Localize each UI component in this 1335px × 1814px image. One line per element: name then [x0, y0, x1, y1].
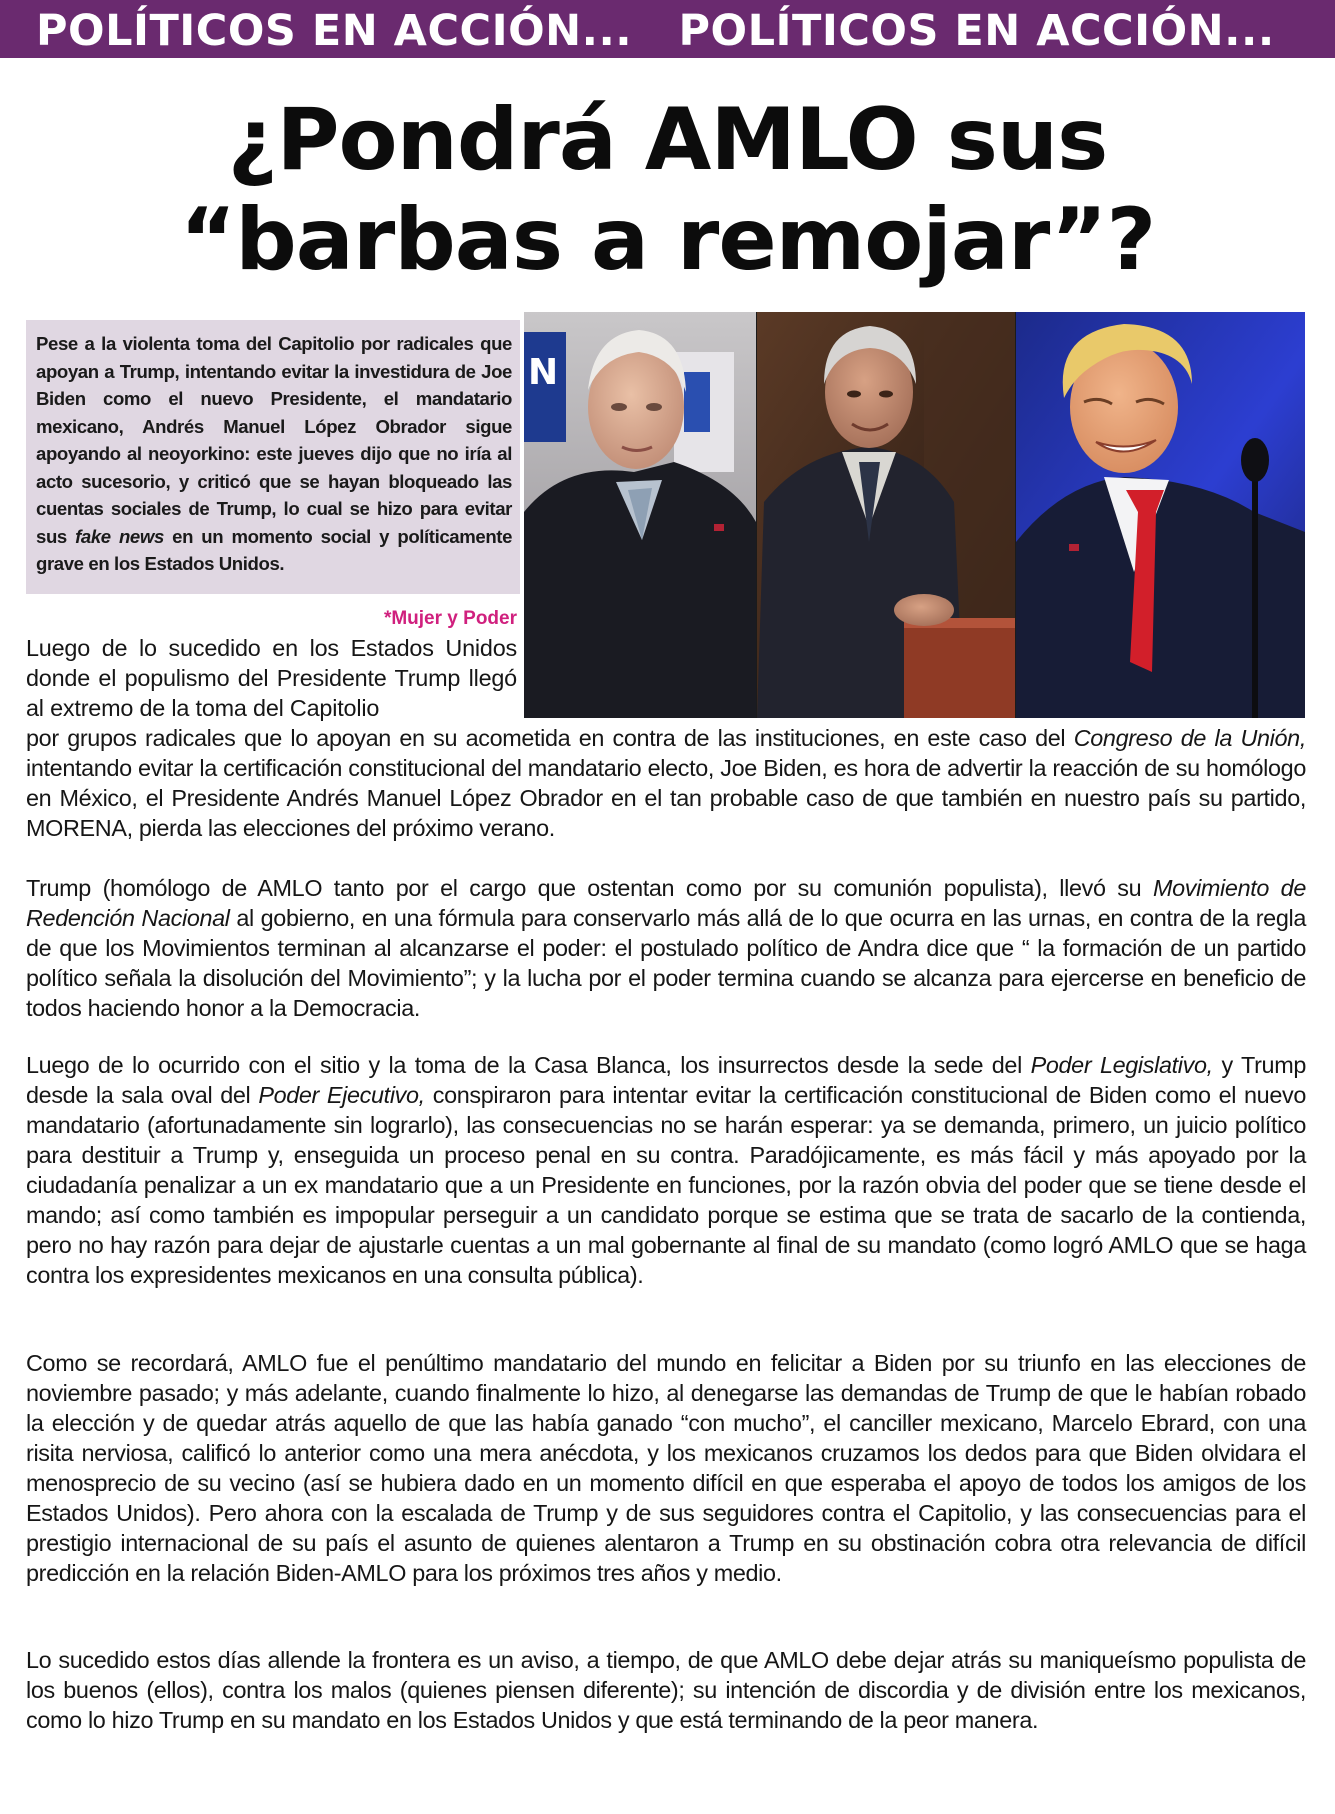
author-byline: *Mujer y Poder [383, 608, 517, 629]
paragraph-2-part-a: Trump (homólogo de AMLO tanto por el cargo que ostentan como por su comunión populista), llevó su [26, 875, 1153, 901]
paragraph-2-italic: Movimiento de Redención Nacional [26, 875, 1306, 931]
lead-text-part-1: Pese a la violenta toma del Capitolio por radicales que apoyan a Trump, intentando evitar la investidura de Joe Biden como el nuevo Presidente, el mandatario mexicano, Andrés Manuel López Obrador sigue apoyando al neoyorkino: este jueves dijo que no iría al acto sucesorio, y criticó que se hayan bloqueado las cuentas sociales de Trump, lo cual se hizo para evitar sus [36, 333, 512, 547]
lead-text-part-2: en un momento social y políticamente grave en los Estados Unidos. [36, 525, 513, 574]
paragraph-3-part-a: Luego de lo ocurrido con el sitio y la toma de la Casa Blanca, los insurrectos desde la sede del [26, 1052, 1031, 1078]
photo-biden-amlo-trump [524, 312, 1305, 718]
lead-summary-box [26, 320, 520, 594]
paragraph-1-part-a: por grupos radicales que lo apoyan en su acometida en contra de las instituciones, en este caso del [26, 725, 1074, 751]
paragraph-3-italic-2: Poder Ejecutivo, [258, 1082, 425, 1108]
paragraph-1-intro-text: Luego de lo sucedido en los Estados Unidos donde el populismo del Presidente Trump llegó al extremo de la toma del Capitolio [26, 635, 517, 721]
article-paragraph-1 [26, 723, 1306, 843]
paragraph-5-text: Lo sucedido estos días allende la frontera es un aviso, a tiempo, de que AMLO debe dejar atrás su maniqueísmo populista de los buenos (ellos), contra los malos (quienes piensen diferente); su intención de discordia y de división entre los mexicanos, como lo hizo Trump en su mandato en los Estados Unidos y que está terminando de la peor manera. [26, 1647, 1306, 1733]
banner-text: POLÍTICOS EN ACCIÓN... POLÍTICOS EN ACCIÓN... [36, 6, 1275, 56]
paragraph-1-text [26, 723, 1306, 843]
paragraph-3-part-b: y Trump desde la sala oval del [26, 1052, 1307, 1108]
lead-summary-text [36, 330, 512, 578]
article-paragraph-4 [26, 1348, 1306, 1588]
paragraph-1-italic: Congreso de la Unión, [1073, 725, 1306, 751]
headline-line-2: “barbas a remojar”? [179, 190, 1156, 290]
trump-portrait [1016, 312, 1305, 718]
paragraph-2-text [26, 873, 1306, 1023]
section-banner [0, 0, 1335, 58]
biden-portrait [524, 312, 756, 718]
paragraph-3-italic-1: Poder Legislativo, [1030, 1052, 1213, 1078]
paragraph-3-text [26, 1050, 1306, 1290]
article-paragraph-1-intro [26, 633, 517, 723]
article-paragraph-2 [26, 873, 1306, 1023]
article-paragraph-5 [26, 1645, 1306, 1735]
article-paragraph-3 [26, 1050, 1306, 1290]
lead-text-italic: fake news [75, 525, 164, 547]
paragraph-4-text: Como se recordará, AMLO fue el penúltimo mandatario del mundo en felicitar a Biden por su triunfo en las elecciones de noviembre pasado; y más adelante, cuando finalmente lo hizo, al denegarse las demandas de Trump de que le habían robado la elección y de quedar atrás aquello de que las había ganado “con mucho”, el canciller mexicano, Marcelo Ebrard, con una risita nerviosa, calificó lo anterior como una mera anécdota, y los mexicanos cruzamos los dedos para que Biden olvidara el menosprecio de su vecino (así se hubiera dado en un momento difícil en que esperaba el apoyo de todos los amigos de los Estados Unidos). Pero ahora con la escalada de Trump y de sus seguidores contra el Capitolio, y las consecuencias para el prestigio internacional de su país el asunto de quienes alentaron a Trump en su obstinación cobra otra relevancia de difícil predicción en la relación Biden-AMLO para los próximos tres años y medio. [26, 1350, 1306, 1586]
paragraph-3-part-c: conspiraron para intentar evitar la certificación constitucional de Biden como el nuevo mandatario (afortunadamente sin lograrlo), las consecuencias no se harán esperar: ya se demanda, primero, un juicio político para destituir a Trump y, enseguida un proceso penal en su contra. Paradójicamente, es más fácil y más apoyado por la ciudadanía penalizar a un ex mandatario que a un Presidente en funciones, por la razón obvia del poder que se tiene desde el mando; así como también es impopular perseguir a un candidato porque se estima que se trata de sacarlo de la contienda, pero no hay razón para dejar de ajustarle cuentas a un mal gobernante al final de su mandato (como logró AMLO que se haga contra los expresidentes mexicanos en una consulta pública). [26, 1082, 1306, 1288]
amlo-portrait [757, 312, 1015, 718]
headline [0, 90, 1335, 290]
svg-text:N: N [528, 352, 559, 393]
paragraph-1-part-b: intentando evitar la certificación constitucional del mandatario electo, Joe Biden, es hora de advertir la reacción de su homólogo en México, el Presidente Andrés Manuel López Obrador en el tan probable caso de que también en nuestro país su partido, MORENA, pierda las elecciones del próximo verano. [26, 755, 1306, 841]
paragraph-2-part-b: al gobierno, en una fórmula para conservarlo más allá de lo que ocurra en las urnas, en contra de la regla de que los Movimientos terminan al alcanzarse el poder: el postulado político de Andra dice que “ la formación de un partido político señala la disolución del Movimiento”; y la lucha por el poder termina cuando se alcanza para ejercerse en beneficio de todos haciendo honor a la Democracia. [26, 905, 1306, 1021]
photo-illustration [524, 312, 1305, 718]
headline-line-1: ¿Pondrá AMLO sus [227, 90, 1108, 190]
